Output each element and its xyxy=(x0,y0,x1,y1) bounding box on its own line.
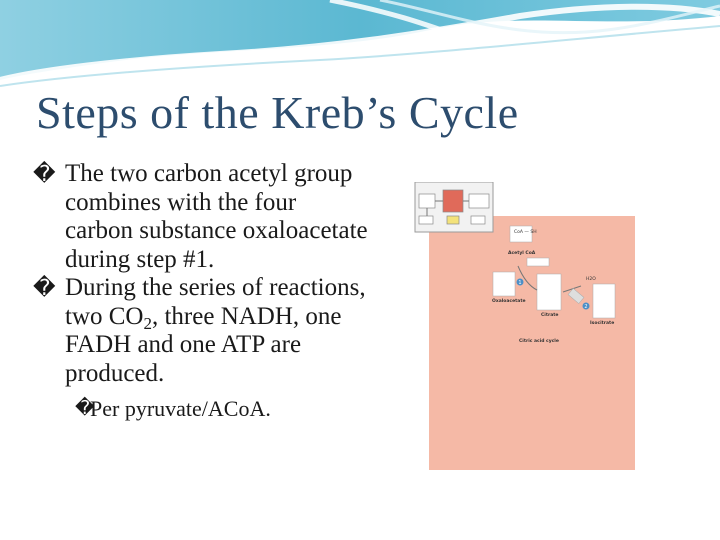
slide-body xyxy=(30,160,370,422)
sub-bullet-text: Per pyruvate/ACoA. xyxy=(90,396,271,421)
bullet-text-part: During the series of reactions, two CO xyxy=(65,274,366,330)
slide-title: Steps of the Kreb’s Cycle xyxy=(36,87,519,138)
krebs-cycle-figure xyxy=(413,182,636,472)
bullet-marker: � xyxy=(33,275,56,300)
step-1-label: 1 xyxy=(518,280,522,286)
oxaloacetate-label: Oxaloacetate xyxy=(492,299,526,304)
citrate-label: Citrate xyxy=(541,313,559,318)
cycle-label: Citric acid cycle xyxy=(519,339,559,344)
bullet-item xyxy=(30,160,370,274)
bullet-marker: � xyxy=(75,398,95,419)
coa-sh-label: CoA — SH xyxy=(514,230,537,235)
bullet-text: The two carbon acetyl group combines with the four carbon substance oxaloacetate during step #1. xyxy=(65,160,368,273)
bullet-text-part: , three NADH, one FADH and one ATP are produced. xyxy=(65,302,342,387)
step-2-label: 2 xyxy=(584,304,588,310)
acetyl-coa-label: Acetyl CoA xyxy=(508,251,536,256)
h2o-label: H2O xyxy=(586,277,596,282)
bullet-item xyxy=(30,274,370,388)
bullet-marker: � xyxy=(33,161,56,186)
sub-bullet-item xyxy=(30,396,370,422)
overview-inset xyxy=(415,182,493,232)
subscript: 2 xyxy=(143,313,152,333)
header-wave-decoration xyxy=(0,0,720,90)
isocitrate-label: Isocitrate xyxy=(590,321,615,326)
